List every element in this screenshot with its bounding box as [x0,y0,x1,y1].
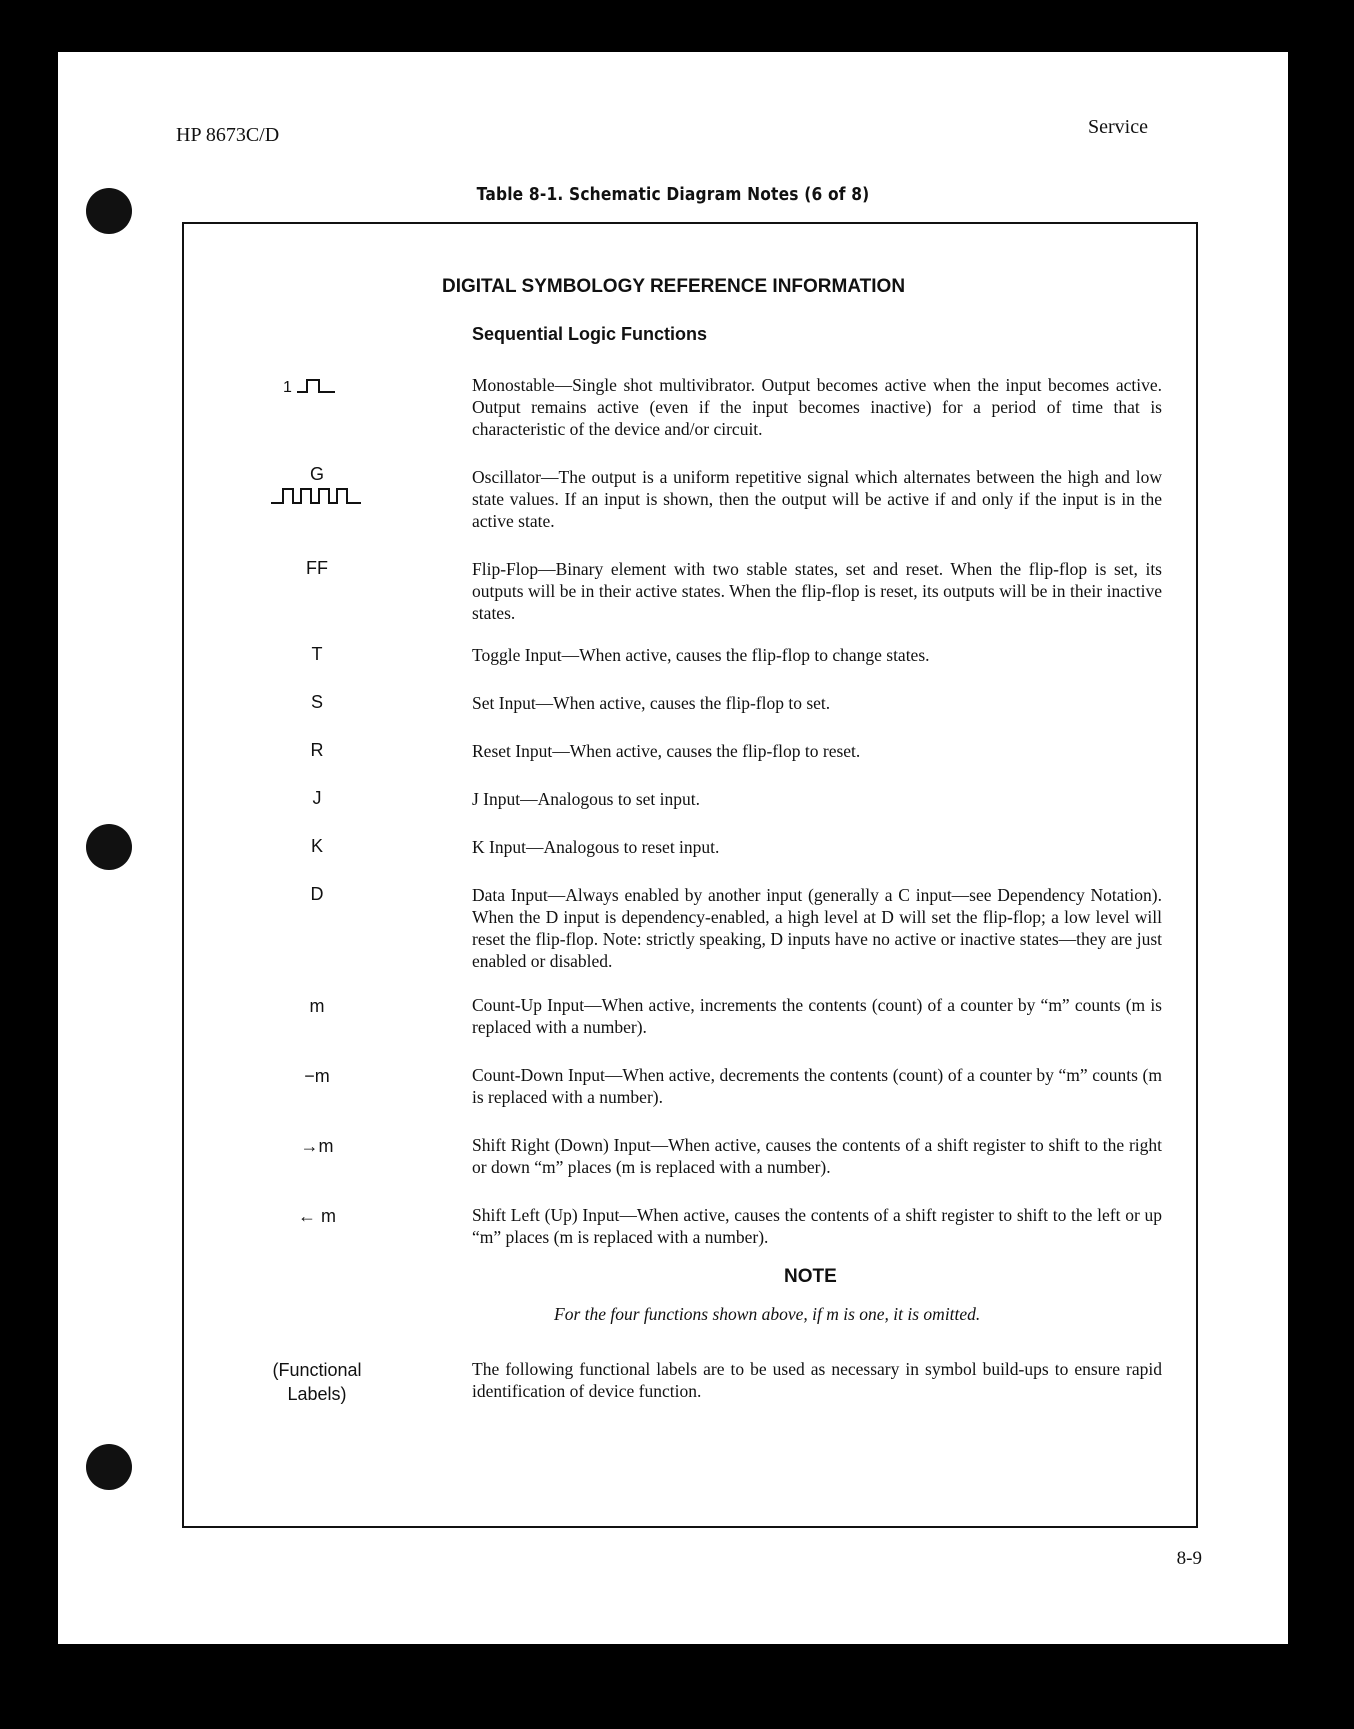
document-page [58,52,1288,1644]
entry-symbol: K [310,836,323,856]
entry-description: J Input—Analogous to set input. [472,789,700,809]
entry-symbol: −m [304,1066,330,1086]
entry-description: Reset Input—When active, causes the flip-flop to reset. [472,741,861,761]
entry-description: K Input—Analogous to reset input. [472,837,720,857]
entry-description: Shift Right (Down) Input—When active, causes the contents of a shift register to shift to the right or down “m” places (m is replaced with a number). [472,1135,1162,1177]
entry-description: The following functional labels are to be used as necessary in symbol build-ups to ensure rapid identification of device function. [472,1359,1162,1401]
entry-symbol: D [310,884,324,904]
entry-description: Shift Left (Up) Input—When active, causes the contents of a shift register to shift to the left or up “m” places (m is replaced with a number). [472,1205,1162,1247]
entry-symbol: FF [306,558,328,578]
binder-hole-bottom [86,1444,132,1490]
entry-symbol [242,464,392,507]
note-title: NOTE [784,1266,837,1287]
entry-description: Count-Up Input—When active, increments the contents (count) of a counter by “m” counts (m is replaced with a number). [472,995,1162,1037]
entry-symbol: ← m [298,1206,336,1226]
monostable-digit: 1 [283,379,292,396]
entry-symbol: m [309,996,325,1016]
note-text: For the four functions shown above, if m is one, it is omitted. [554,1304,981,1324]
entry-description: Count-Down Input—When active, decrements the contents (count) of a counter by “m” counts (m is replaced with a number). [472,1065,1162,1107]
header-section: Service [1088,116,1148,138]
reference-box [182,222,1198,1528]
entry-symbol: →m [300,1136,334,1156]
binder-hole-middle [86,824,132,870]
box-title: DIGITAL SYMBOLOGY REFERENCE INFORMATION [442,276,906,297]
page-number: 8-9 [1176,1548,1202,1569]
functional-label-line1: (Functional [272,1360,362,1380]
entry-description: Set Input—When active, causes the flip-flop to set. [472,693,831,713]
binder-hole-top [86,188,132,234]
entry-description: Flip-Flop—Binary element with two stable states, set and reset. When the flip-flop is set, its outputs will be in their active states. When the flip-flop is reset, its outputs will be in their inactive states. [472,559,1162,623]
entry-description: Data Input—Always enabled by another input (generally a C input—see Dependency Notation). When the D input is dependency-enabled, a high level at D will set the flip-flop; a low level will reset the flip-flop. Note: strictly speaking, D inputs have no active or inactive states—they are just enabled or disabled. [472,885,1162,971]
section-subtitle: Sequential Logic Functions [472,324,708,344]
entry-description: Oscillator—The output is a uniform repetitive signal which alternates between the high and low state values. If an input is shown, then the output will be active if and only if the input is in the active state. [472,467,1162,531]
monostable-symbol-icon [277,376,357,398]
entry-description: Toggle Input—When active, causes the flip-flop to change states. [472,645,930,665]
header-model: HP 8673C/D [176,124,280,146]
entry-symbol [242,376,392,398]
functional-label-line2: Labels) [287,1384,347,1404]
entry-symbol [242,1358,392,1406]
entry-description: Monostable—Single shot multivibrator. Output becomes active when the input becomes active. Output remains active (even if the input becomes inactive) for a period of time that is characteristic of the device and/or circuit. [472,375,1162,439]
oscillator-symbol-icon [267,485,367,507]
entry-symbol: T [311,644,323,664]
entry-symbol: S [310,692,323,712]
entry-symbol: R [310,740,324,760]
table-title: Table 8-1. Schematic Diagram Notes (6 of 8) [476,184,870,205]
entry-symbol: J [312,788,322,808]
oscillator-label: G [309,464,324,484]
